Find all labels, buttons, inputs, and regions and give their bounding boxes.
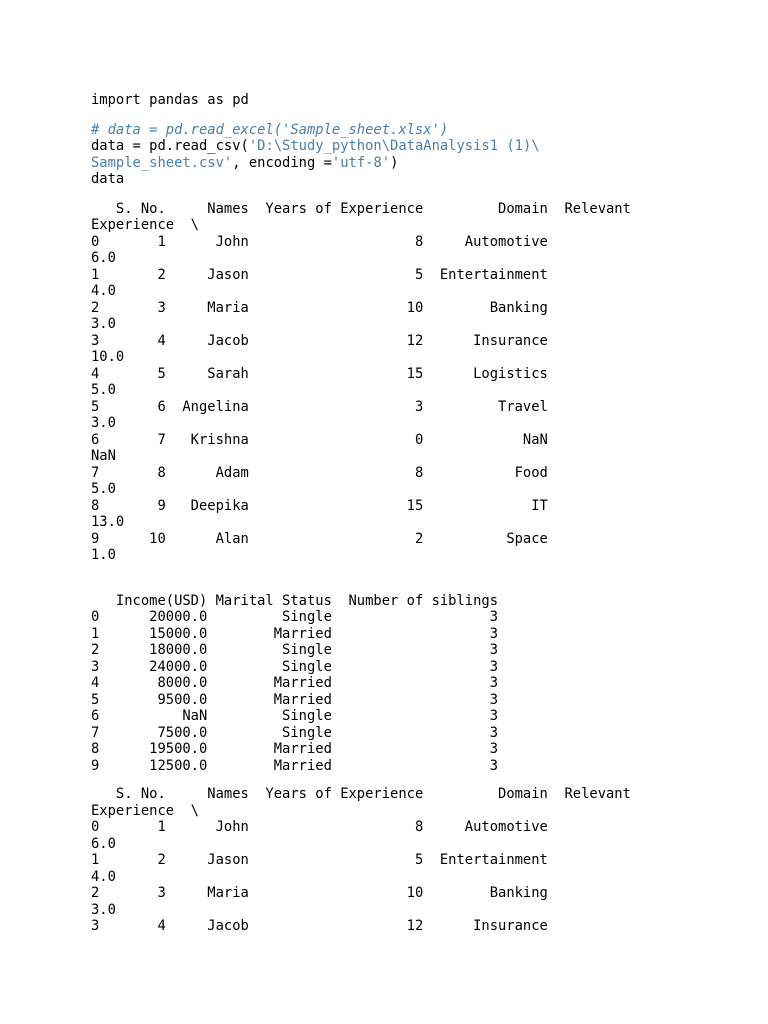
code-comment: # data = pd.read_excel('Sample_sheet.xlsx'): [91, 121, 449, 138]
spacer: [91, 774, 751, 786]
read-csv-statement-line2: [91, 155, 751, 172]
spacer: [91, 109, 751, 122]
dataframe-output-repeat: [91, 786, 751, 935]
spacer: [91, 188, 751, 201]
data-expression: data: [91, 171, 125, 187]
output-line: 1 15000.0 Married 3: [91, 625, 499, 642]
output-line: 3 24000.0 Single 3: [91, 658, 499, 675]
read-csv-path-part2: Sample_sheet.csv': [91, 154, 233, 171]
notebook-page: [91, 92, 751, 935]
output-line: 7 7500.0 Single 3: [91, 724, 499, 741]
output-line: 3 4 Jacob 12 Insurance: [91, 918, 548, 934]
output-line: S. No. Names Years of Experience Domain Relevant: [91, 786, 631, 802]
output-line: 0 1 John 8 Automotive: [91, 819, 548, 835]
output-line: 3.0: [91, 415, 116, 431]
output-line: 2 3 Maria 10 Banking: [91, 885, 548, 901]
output-line: 2 18000.0 Single 3: [91, 642, 499, 658]
output-line: 8 19500.0 Married 3: [91, 741, 499, 757]
dataframe-output-part2: [91, 593, 751, 775]
output-line: Experience \: [91, 217, 199, 233]
spacer: [91, 575, 751, 586]
read-csv-path-part1: 'D:\Study_python\DataAnalysis1 (1)\: [248, 138, 540, 154]
output-line: Income(USD) Marital Status Number of siblings: [91, 592, 499, 609]
output-line: 4.0: [91, 283, 116, 299]
output-line: 4 8000.0 Married 3: [91, 675, 499, 691]
output-line: 9 12500.0 Married 3: [91, 757, 499, 774]
read-csv-close-paren: ): [390, 154, 399, 171]
read-csv-statement-line1: [91, 138, 751, 155]
output-line: 5.0: [91, 382, 116, 398]
output-line: 5 6 Angelina 3 Travel: [91, 398, 548, 415]
output-line: 8 9 Deepika 15 IT: [91, 497, 548, 514]
output-line: 0 20000.0 Single 3: [91, 609, 499, 625]
dataframe-output-part1: [91, 201, 751, 564]
output-line: 7 8 Adam 8 Food: [91, 464, 548, 481]
output-line: 5.0: [91, 481, 116, 497]
output-line: 10.0: [91, 349, 125, 365]
output-line: NaN: [91, 448, 116, 464]
output-line: 2 3 Maria 10 Banking: [91, 299, 548, 316]
read-csv-encoding-arg: , encoding =: [232, 154, 332, 171]
output-line: 13.0: [91, 514, 125, 530]
output-line: 1 2 Jason 5 Entertainment: [91, 852, 548, 868]
output-line: 3.0: [91, 901, 116, 918]
spacer: [91, 564, 751, 575]
import-statement: import pandas as pd: [91, 92, 249, 108]
output-line: 6.0: [91, 835, 116, 852]
output-line: 9 10 Alan 2 Space: [91, 530, 548, 547]
spacer: [91, 586, 751, 593]
read-csv-encoding-value: 'utf-8': [331, 154, 391, 171]
output-line: 1 2 Jason 5 Entertainment: [91, 266, 548, 283]
output-line: S. No. Names Years of Experience Domain Relevant: [91, 200, 631, 217]
output-line: 3.0: [91, 316, 116, 332]
output-line: 4.0: [91, 868, 116, 885]
output-line: 6.0: [91, 250, 116, 266]
output-line: 6 7 Krishna 0 NaN: [91, 431, 548, 448]
output-line: 5 9500.0 Married 3: [91, 691, 499, 708]
read-csv-prefix: data = pd.read_csv(: [91, 138, 249, 154]
output-line: Experience \: [91, 802, 199, 819]
output-line: 1.0: [91, 547, 116, 563]
output-line: 3 4 Jacob 12 Insurance: [91, 332, 548, 349]
output-line: 6 NaN Single 3: [91, 708, 499, 724]
output-line: 4 5 Sarah 15 Logistics: [91, 365, 548, 382]
output-line: 0 1 John 8 Automotive: [91, 233, 548, 250]
